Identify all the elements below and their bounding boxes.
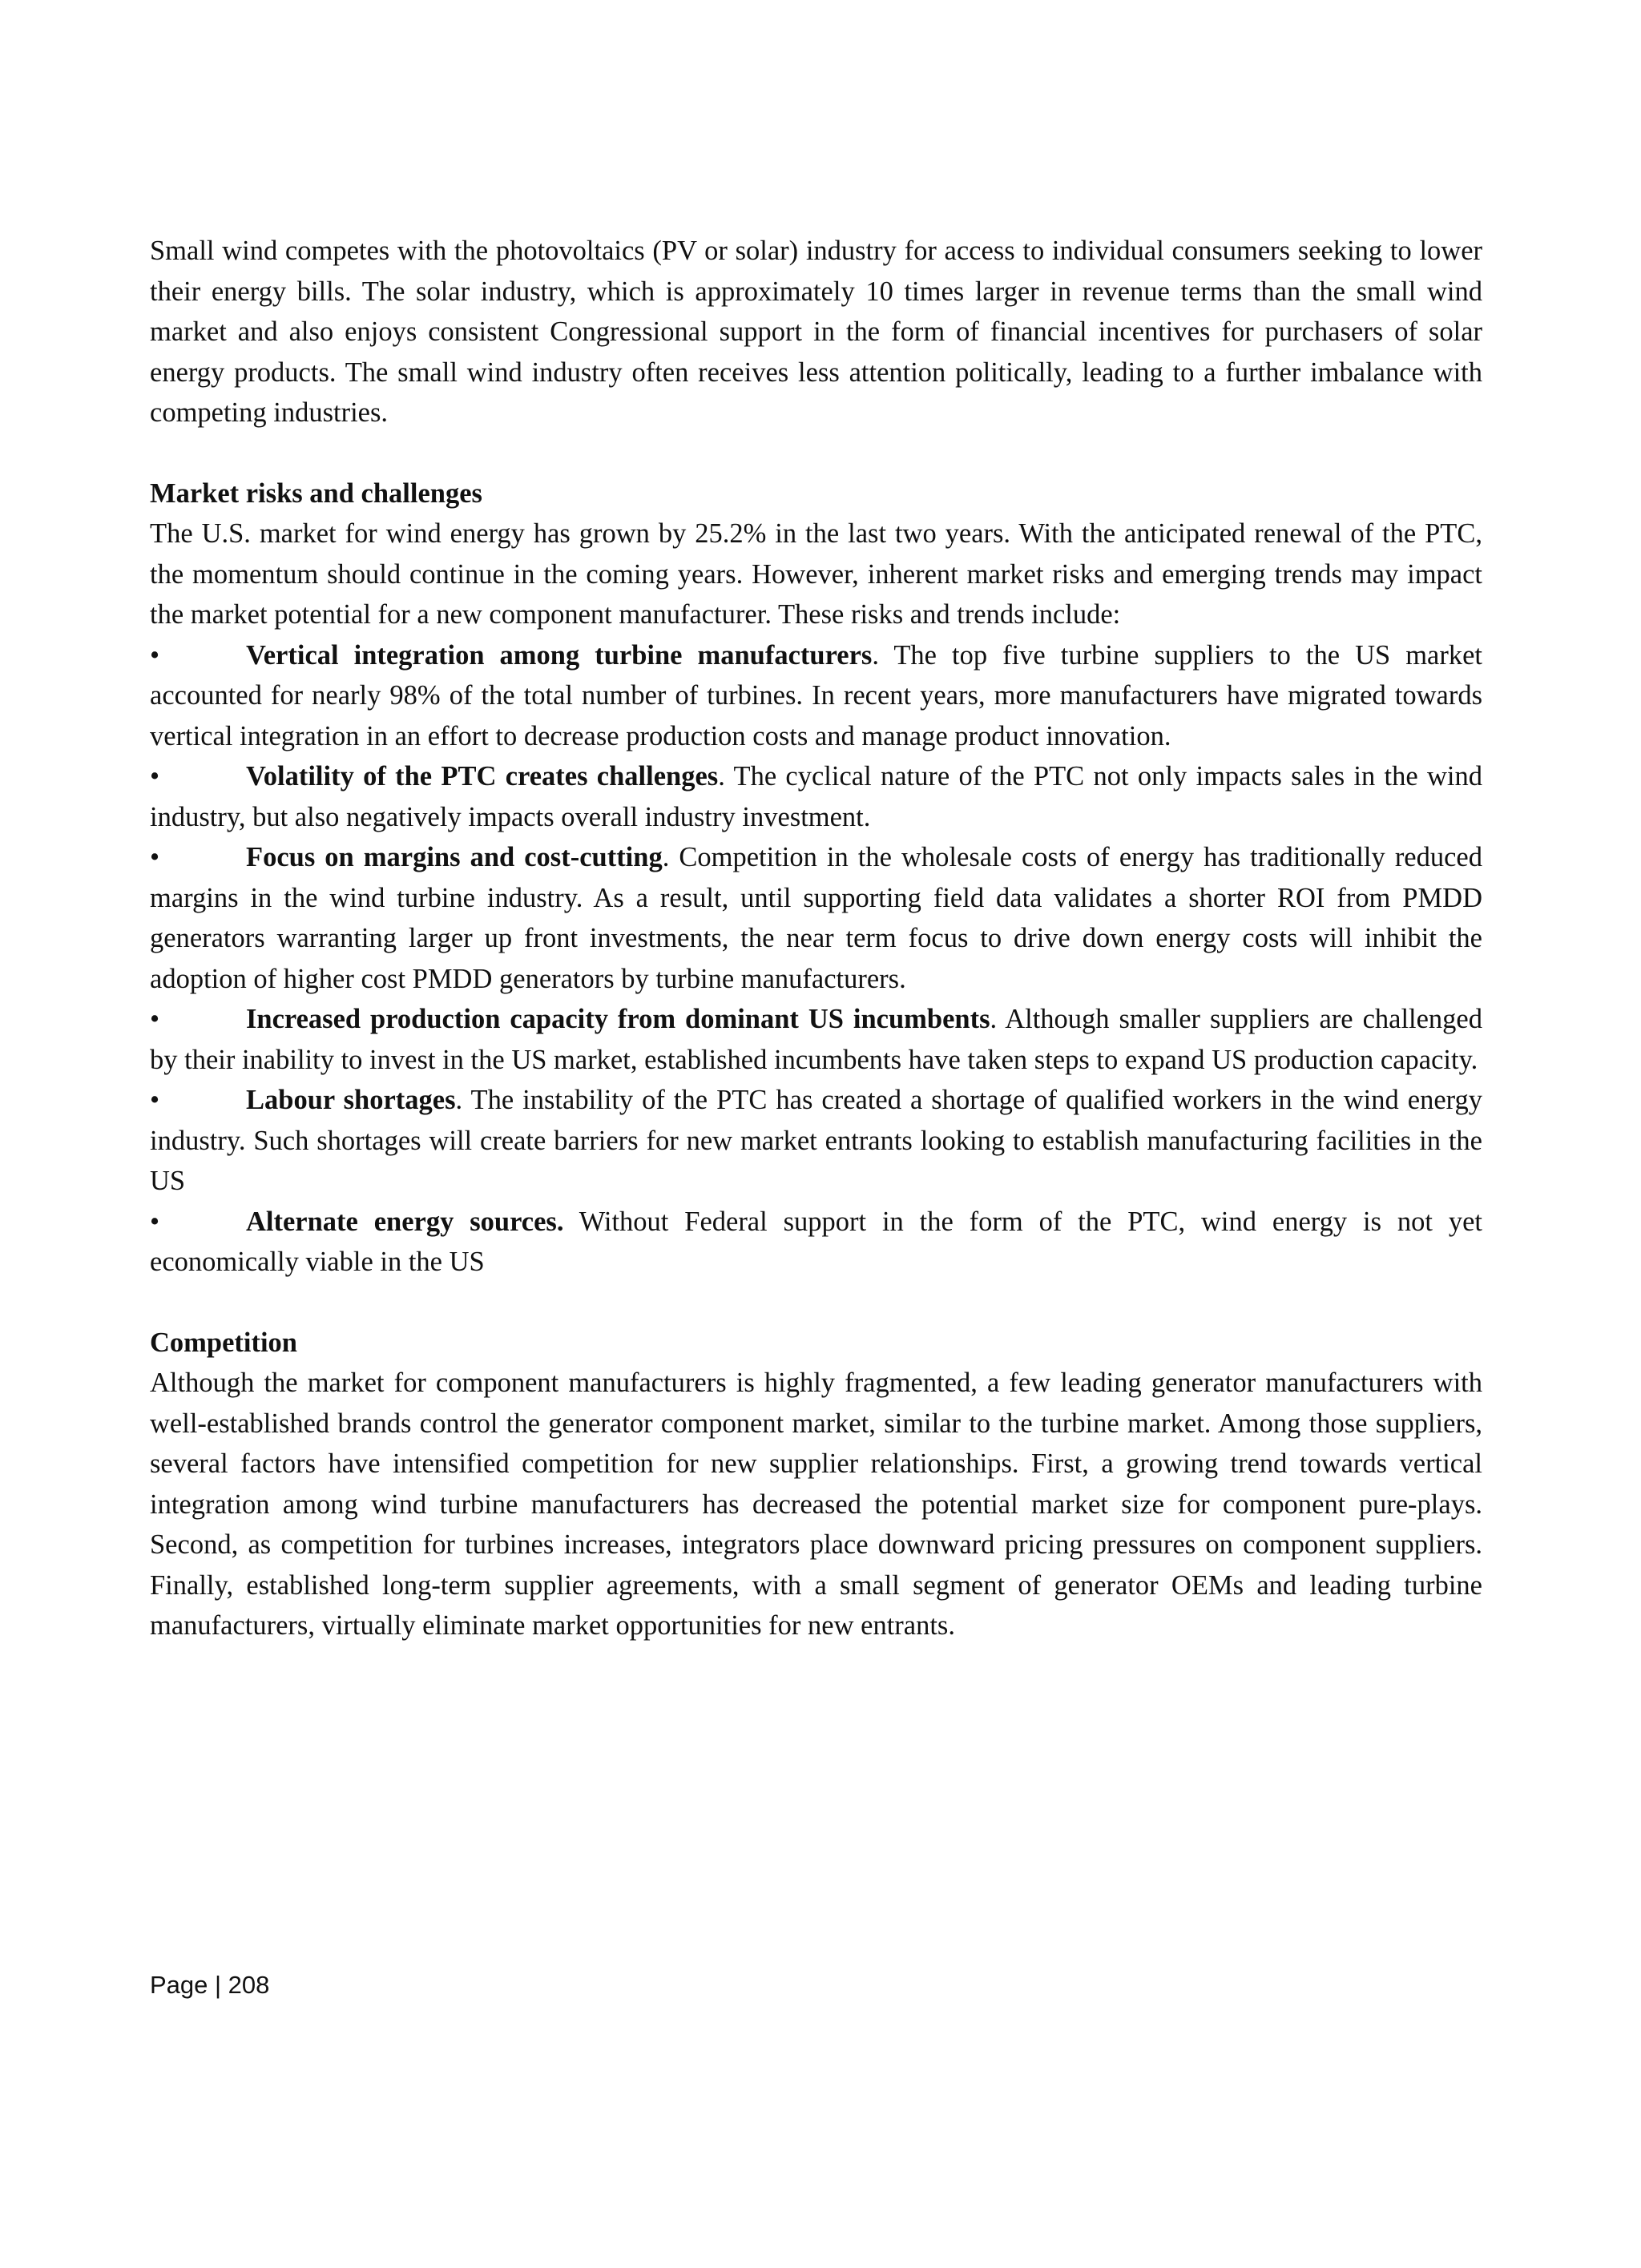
risk-item-alternate-energy [150,1202,1482,1283]
risk-item-text: . The top five turbine suppliers to the US market accounted for nearly 98% of the total number of turbines. In recent years, more manufacturers have migrated towards vertical integration in an effort to decrease production costs and manage product innovation. [150,639,1482,751]
bullet-marker: • [150,1206,160,1237]
risk-item-text: . Competition in the wholesale costs of energy has traditionally reduced margins in the wind turbine industry. As a result, until supporting field data validates a shorter ROI from PMDD generators warranting larger up front investments, the near term focus to drive down energy costs will inhibit the adoption of higher cost PMDD generators by turbine manufacturers. [150,842,1482,994]
bullet-marker: • [150,1085,160,1115]
intro-paragraph: Small wind competes with the photovoltaics (PV or solar) industry for access to individual consumers seeking to lower their energy bills. The solar industry, which is approximately 10 times larger in revenue terms than the small wind market and also enjoys consistent Congressional support in the form of financial incentives for purchasers of solar energy products. The small wind industry often receives less attention politically, leading to a further imbalance with competing industries. [150,236,1482,428]
risk-item-title: Volatility of the PTC creates challenges [246,761,719,792]
bullet-marker: • [150,639,160,671]
competition-paragraph: Although the market for component manufacturers is highly fragmented, a few leading generator manufacturers with well-established brands control the generator component market, similar to the turbine market. Among those suppliers, several factors have intensified competition for new supplier relationships. First, a growing trend towards vertical integration among wind turbine manufacturers has decreased the potential market size for component pure-plays. Second, as competition for turbines increases, integrators place downward pricing pressures on component suppliers. Finally, established long-term supplier agreements, with a small segment of generator OEMs and leading turbine manufacturers, virtually eliminate market opportunities for new entrants. [150,1368,1482,1641]
risk-item-text: Without Federal support in the form of the PTC, wind energy is not yet economically viable in the US [150,1206,1482,1277]
risk-item-labour-shortages [150,1080,1482,1202]
section-spacer [150,1283,1482,1323]
risk-item-title: Increased production capacity from dominant US incumbents [246,1004,990,1034]
bullet-marker: • [150,842,160,872]
risk-item-ptc-volatility [150,756,1482,837]
risk-item-vertical-integration [150,635,1482,757]
risk-item-production-capacity [150,999,1482,1080]
risk-item-title: Labour shortages [246,1085,456,1115]
risk-item-title: Focus on margins and cost-cutting [246,842,663,872]
page-content [150,231,1482,1646]
risk-item-text: . The instability of the PTC has created a shortage of qualified workers in the wind energy industry. Such shortages will create barriers for new market entrants looking to establish manufacturing facilities in the US [150,1085,1482,1196]
risk-item-title: Alternate energy sources. [246,1206,564,1237]
risk-item-text: . Although smaller suppliers are challenged by their inability to invest in the US market, established incumbents have taken steps to expand US production capacity. [150,1004,1482,1075]
competition-heading: Competition [150,1327,297,1358]
risk-item-margins [150,837,1482,999]
market-risks-intro: The U.S. market for wind energy has grown by 25.2% in the last two years. With the anticipated renewal of the PTC, the momentum should continue in the coming years. However, inherent market risks and emerging trends may impact the market potential for a new component manufacturer. These risks and trends include: [150,518,1482,630]
market-risks-heading: Market risks and challenges [150,477,482,509]
section-spacer [150,433,1482,473]
bullet-marker: • [150,761,160,792]
risk-item-title: Vertical integration among turbine manufacturers [246,639,873,671]
bullet-marker: • [150,1004,160,1034]
page-number-footer: Page | 208 [150,1971,270,1999]
risk-item-text: . The cyclical nature of the PTC not only impacts sales in the wind industry, but also negatively impacts overall industry investment. [150,761,1482,832]
